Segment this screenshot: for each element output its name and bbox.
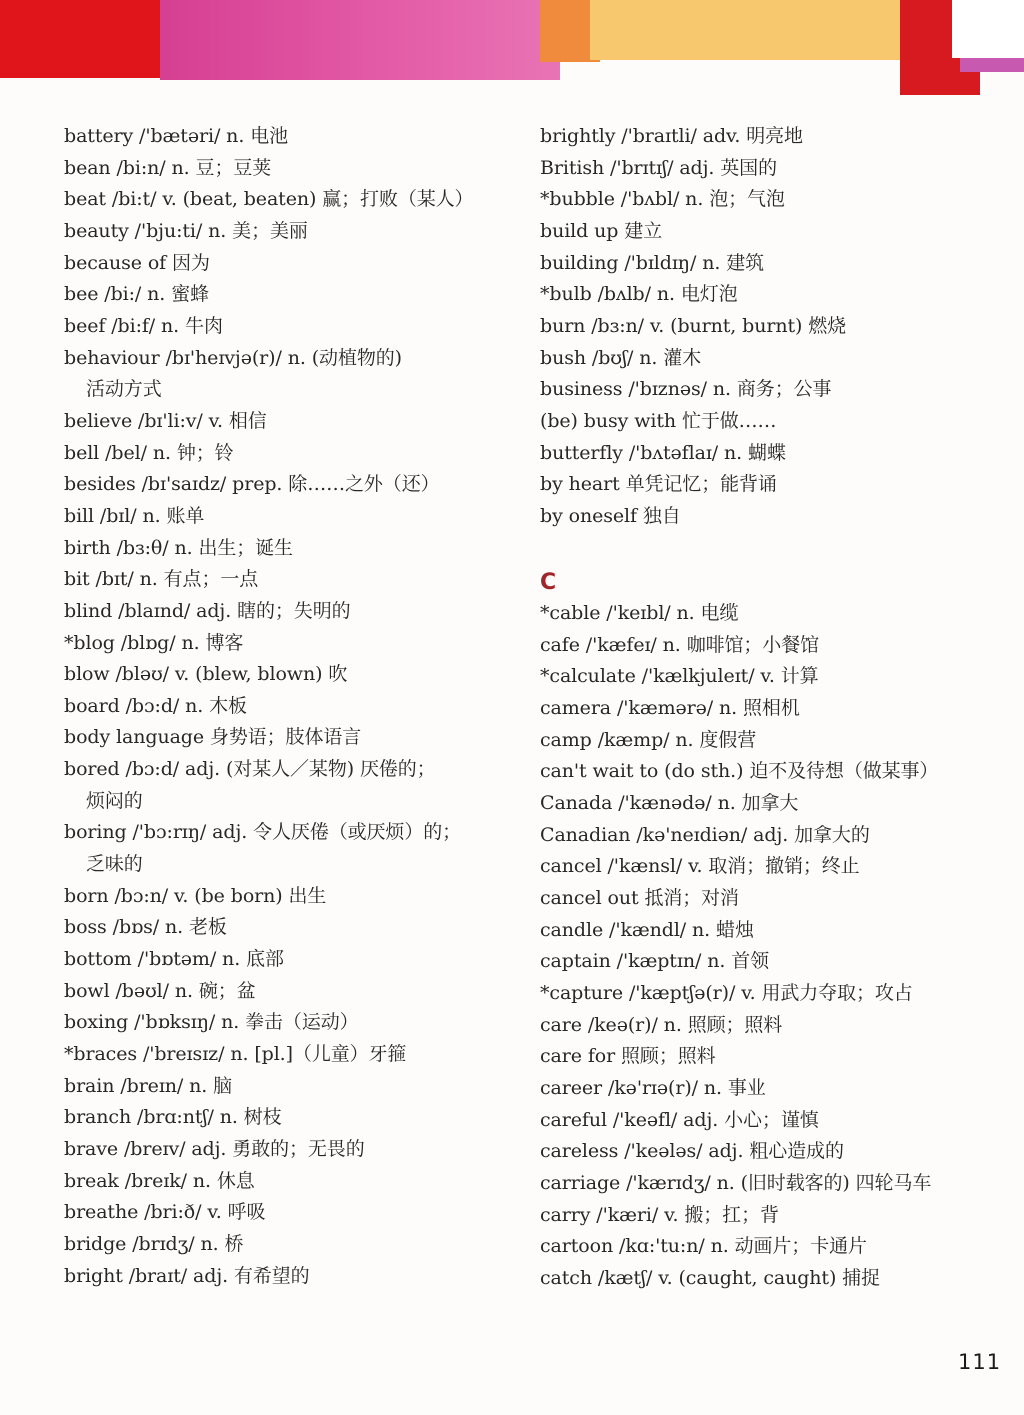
vocab-entry <box>64 976 504 1008</box>
vocab-entry <box>540 279 1000 311</box>
vocab-entry <box>64 628 504 660</box>
vocab-entry <box>540 216 1000 248</box>
header-band-yellow <box>590 0 950 60</box>
vocab-entry <box>540 1105 1000 1137</box>
entry-text: *bubble /'bʌbl/ n. 泡；气泡 <box>540 188 785 211</box>
vocab-entry <box>540 788 1000 820</box>
entry-continuation: 乏味的 <box>86 853 143 876</box>
entry-text: brightly /'braɪtli/ adv. 明亮地 <box>540 125 803 147</box>
section-letter: C <box>540 569 557 595</box>
entry-continuation: 活动方式 <box>86 378 162 401</box>
page-number: 111 <box>958 1350 1002 1374</box>
vocab-entry <box>540 693 1000 725</box>
entry-text: brain /breɪn/ n. 脑 <box>64 1074 233 1097</box>
entry-text: bill /bɪl/ n. 账单 <box>64 504 205 527</box>
entry-text: care /keə(r)/ n. 照顾；照料 <box>540 1013 783 1036</box>
entry-text: beat /bi:t/ v. (beat, beaten) 赢；打败（某人） <box>64 188 474 211</box>
vocab-entry <box>64 1166 504 1198</box>
entry-text: care for 照顾；照料 <box>540 1045 716 1068</box>
vocab-entry <box>64 817 504 880</box>
vocab-entry <box>64 121 504 153</box>
vocab-entry <box>540 820 1000 852</box>
entry-text: *capture /'kæptʃə(r)/ v. 用武力夺取；攻占 <box>540 982 913 1005</box>
vocab-entry <box>64 691 504 723</box>
entry-text: cafe /'kæfeɪ/ n. 咖啡馆；小餐馆 <box>540 633 819 656</box>
header-band-white <box>952 0 1024 58</box>
entry-text: beef /bi:f/ n. 牛肉 <box>64 314 223 337</box>
entry-text: bowl /bəʊl/ n. 碗；盆 <box>64 979 256 1002</box>
vocab-entry <box>64 311 504 343</box>
vocab-entry <box>540 978 1000 1010</box>
vocab-entry <box>540 661 1000 693</box>
vocab-entry <box>540 756 1000 788</box>
vocab-entry <box>64 1007 504 1039</box>
entry-text: camera /'kæmərə/ n. 照相机 <box>540 697 800 720</box>
vocab-entry <box>540 374 1000 406</box>
vocab-entry <box>64 1134 504 1166</box>
vocab-entry <box>64 406 504 438</box>
left-column <box>64 121 504 1292</box>
entry-text: bored /bɔ:d/ adj. (对某人／某物) 厌倦的； <box>64 758 436 781</box>
vocab-entry <box>540 1231 1000 1263</box>
vocab-entry <box>540 1136 1000 1168</box>
entry-text: burn /bɜ:n/ v. (burnt, burnt) 燃烧 <box>540 314 847 337</box>
entry-text: bottom /'bɒtəm/ n. 底部 <box>64 948 284 971</box>
entry-text: camp /kæmp/ n. 度假营 <box>540 728 757 751</box>
header-band-magenta <box>160 0 560 80</box>
entry-text: bridge /brɪdʒ/ n. 桥 <box>64 1232 244 1255</box>
vocab-entry <box>64 1261 504 1293</box>
vocab-entry <box>540 1168 1000 1200</box>
entry-text: board /bɔ:d/ n. 木板 <box>64 694 247 717</box>
entry-list-b <box>540 121 1000 533</box>
vocab-entry <box>540 153 1000 185</box>
entry-text: body language 身势语；肢体语言 <box>64 726 362 749</box>
entry-text: *cable /'keɪbl/ n. 电缆 <box>540 602 739 625</box>
vocab-entry <box>540 501 1000 533</box>
vocab-entry <box>64 1102 504 1134</box>
entry-text: bit /bɪt/ n. 有点；一点 <box>64 568 259 591</box>
entry-text: building /'bɪldɪŋ/ n. 建筑 <box>540 251 765 274</box>
entry-text: boring /'bɔ:rɪŋ/ adj. 令人厌倦（或厌烦）的； <box>64 821 462 844</box>
vocab-entry <box>64 1197 504 1229</box>
entry-text: career /kə'rɪə(r)/ n. 事业 <box>540 1077 766 1100</box>
entry-text: carriage /'kærɪdʒ/ n. (旧时载客的) 四轮马车 <box>540 1171 932 1194</box>
entry-text: bush /bʊʃ/ n. 灌木 <box>540 346 702 369</box>
vocab-entry <box>64 216 504 248</box>
entry-text: *braces /'breɪsɪz/ n. [pl.]（儿童）牙箍 <box>64 1043 407 1066</box>
vocab-entry <box>540 598 1000 630</box>
entry-text: can't wait to (do sth.) 迫不及待想（做某事） <box>540 760 939 783</box>
entry-text: blind /blaɪnd/ adj. 瞎的；失明的 <box>64 599 351 622</box>
vocab-entry <box>540 1073 1000 1105</box>
entry-text: battery /'bætəri/ n. 电池 <box>64 125 289 147</box>
entry-text: behaviour /bɪ'heɪvjə(r)/ n. (动植物的) <box>64 346 402 369</box>
entry-text: by heart 单凭记忆；能背诵 <box>540 473 777 496</box>
vocab-entry <box>64 722 504 754</box>
vocab-entry <box>540 851 1000 883</box>
entry-text: boxing /'bɒksɪŋ/ n. 拳击（运动） <box>64 1011 359 1034</box>
entry-text: born /bɔ:n/ v. (be born) 出生 <box>64 884 327 907</box>
vocab-entry <box>64 596 504 628</box>
vocab-entry <box>540 1263 1000 1295</box>
vocab-entry <box>540 438 1000 470</box>
vocab-entry <box>540 1010 1000 1042</box>
entry-continuation: 烦闷的 <box>86 789 143 812</box>
entry-text: birth /bɜ:θ/ n. 出生；诞生 <box>64 536 293 559</box>
vocab-entry <box>540 469 1000 501</box>
vocab-entry <box>540 184 1000 216</box>
entry-text: beauty /'bju:ti/ n. 美；美丽 <box>64 219 308 242</box>
entry-text: carry /'kæri/ v. 搬；扛；背 <box>540 1203 779 1226</box>
vocab-entry <box>64 501 504 533</box>
vocab-entry <box>540 883 1000 915</box>
entry-text: blow /bləʊ/ v. (blew, blown) 吹 <box>64 663 348 686</box>
entry-text: build up 建立 <box>540 219 663 242</box>
entry-text: bell /bel/ n. 钟；铃 <box>64 441 234 464</box>
entry-text: (be) busy with 忙于做…… <box>540 409 777 432</box>
entry-text: branch /brɑ:ntʃ/ n. 树枝 <box>64 1106 282 1129</box>
entry-text: cancel out 抵消；对消 <box>540 887 739 910</box>
entry-text: business /'bɪznəs/ n. 商务；公事 <box>540 378 832 401</box>
entry-text: by oneself 独自 <box>540 504 681 527</box>
vocab-entry <box>64 1039 504 1071</box>
entry-text: brave /breɪv/ adj. 勇敢的；无畏的 <box>64 1138 365 1160</box>
vocab-entry <box>64 343 504 406</box>
entry-text: bright /braɪt/ adj. 有希望的 <box>64 1264 310 1287</box>
entry-text: catch /kætʃ/ v. (caught, caught) 捕捉 <box>540 1266 881 1289</box>
entry-list-c <box>540 598 1000 1294</box>
entry-text: because of 因为 <box>64 251 210 274</box>
entry-text: bean /bi:n/ n. 豆；豆荚 <box>64 156 272 179</box>
vocab-entry <box>540 248 1000 280</box>
vocab-entry <box>540 406 1000 438</box>
vocab-entry <box>540 1200 1000 1232</box>
vocab-entry <box>540 343 1000 375</box>
vocab-entry <box>540 725 1000 757</box>
entry-text: boss /bɒs/ n. 老板 <box>64 916 227 939</box>
vocab-entry <box>64 279 504 311</box>
entry-text: breathe /bri:ð/ v. 呼吸 <box>64 1201 266 1224</box>
entry-text: Canadian /kə'neɪdiən/ adj. 加拿大的 <box>540 823 870 846</box>
entry-text: bee /bi:/ n. 蜜蜂 <box>64 283 209 306</box>
vocab-entry <box>64 533 504 565</box>
vocab-entry <box>64 248 504 280</box>
vocab-entry <box>540 1041 1000 1073</box>
entry-text: careless /'keələs/ adj. 粗心造成的 <box>540 1140 844 1163</box>
vocab-entry <box>540 915 1000 947</box>
entry-text: *blog /blɒg/ n. 博客 <box>64 631 244 654</box>
entry-text: cancel /'kænsl/ v. 取消；撤销；终止 <box>540 855 860 878</box>
entry-text: *calculate /'kælkjuleɪt/ v. 计算 <box>540 665 819 688</box>
vocab-entry <box>540 630 1000 662</box>
vocab-entry <box>64 184 504 216</box>
entry-text: Canada /'kænədə/ n. 加拿大 <box>540 792 799 815</box>
entry-text: cartoon /kɑ:'tu:n/ n. 动画片；卡通片 <box>540 1235 867 1258</box>
vocab-entry <box>540 946 1000 978</box>
vocab-entry <box>64 153 504 185</box>
vocab-entry <box>64 438 504 470</box>
entry-text: believe /bɪ'li:v/ v. 相信 <box>64 409 267 432</box>
vocab-entry <box>64 564 504 596</box>
right-column <box>540 121 1000 1295</box>
vocab-entry <box>64 1229 504 1261</box>
vocab-entry <box>64 469 504 501</box>
vocab-entry <box>64 881 504 913</box>
entry-text: captain /'kæptɪn/ n. 首领 <box>540 950 770 973</box>
entry-text: *bulb /bʌlb/ n. 电灯泡 <box>540 283 738 306</box>
vocab-entry <box>64 754 504 817</box>
vocab-entry <box>540 311 1000 343</box>
entry-text: candle /'kændl/ n. 蜡烛 <box>540 918 754 941</box>
entry-text: British /'brɪtɪʃ/ adj. 英国的 <box>540 156 777 179</box>
vocab-entry <box>64 912 504 944</box>
vocab-entry <box>64 944 504 976</box>
vocab-entry <box>64 659 504 691</box>
entry-text: besides /bɪ'saɪdz/ prep. 除……之外（还） <box>64 473 440 496</box>
vocab-entry <box>64 1071 504 1103</box>
entry-text: careful /'keəfl/ adj. 小心；谨慎 <box>540 1108 819 1131</box>
vocab-entry <box>540 121 1000 153</box>
entry-text: break /breɪk/ n. 休息 <box>64 1169 255 1192</box>
entry-text: butterfly /'bʌtəflaɪ/ n. 蝴蝶 <box>540 441 786 464</box>
